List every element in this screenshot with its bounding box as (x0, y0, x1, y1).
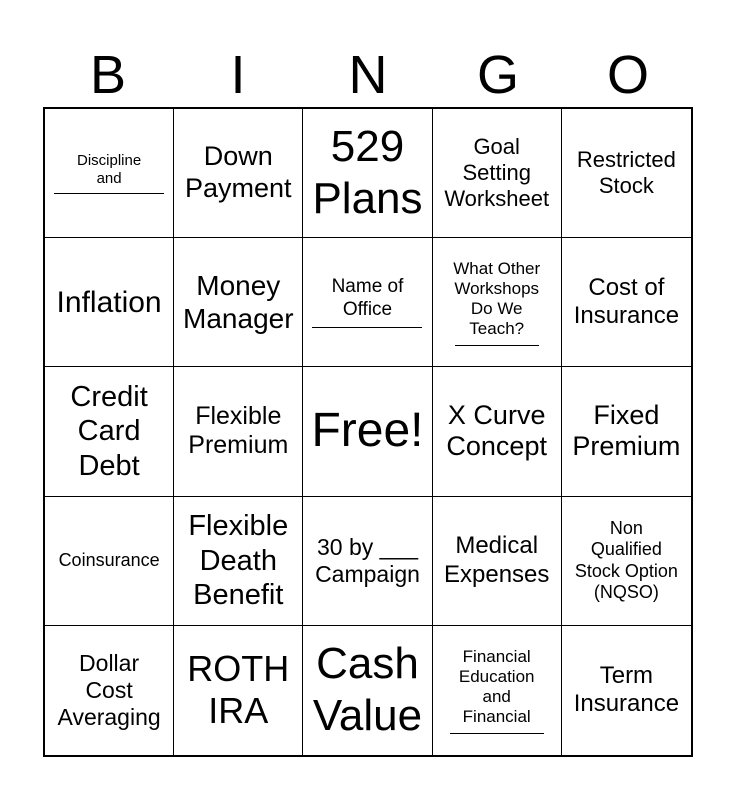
bingo-cell-label: What Other Workshops Do We Teach? (453, 258, 541, 338)
header-letter-i: I (230, 45, 246, 105)
fill-in-blank-line (455, 345, 539, 346)
bingo-cell-label: Flexible Death Benefit (188, 510, 289, 611)
header-letter-b: B (89, 45, 127, 105)
bingo-cell-label: Term Insurance (573, 662, 680, 718)
bingo-cell-label: Medical Expenses (443, 532, 550, 588)
bingo-cell-label: Dollar Cost Averaging (57, 649, 161, 730)
bingo-cell[interactable] (562, 497, 691, 626)
bingo-cell[interactable] (562, 626, 691, 755)
bingo-cell-label: Cost of Insurance (573, 273, 680, 330)
bingo-cell[interactable] (174, 109, 303, 238)
bingo-cell[interactable] (562, 367, 691, 496)
bingo-header (43, 45, 693, 105)
bingo-board (43, 107, 693, 757)
bingo-cell[interactable] (303, 626, 432, 755)
bingo-cell-label: Inflation (56, 285, 162, 319)
header-letter-n: N (348, 45, 388, 105)
bingo-cell-label: Money Manager (183, 270, 294, 335)
bingo-cell[interactable] (45, 238, 174, 367)
fill-in-blank-line (54, 193, 164, 194)
fill-in-blank-line (450, 733, 544, 734)
bingo-cell[interactable] (303, 497, 432, 626)
bingo-cell[interactable] (45, 109, 174, 238)
header-letter-g: G (476, 45, 519, 105)
header-letter-o: O (606, 45, 649, 105)
bingo-cell[interactable] (562, 109, 691, 238)
bingo-cell[interactable] (174, 367, 303, 496)
bingo-cell[interactable] (303, 109, 432, 238)
bingo-cell-label: Non Qualified Stock Option (NQSO) (574, 518, 678, 602)
bingo-cell-label: Name of Office (331, 276, 404, 320)
bingo-cell-label: ROTH IRA (187, 647, 290, 732)
bingo-cell[interactable] (433, 238, 562, 367)
bingo-cell[interactable] (174, 626, 303, 755)
bingo-cell[interactable] (303, 238, 432, 367)
bingo-cell[interactable] (174, 238, 303, 367)
bingo-cell-label: Discipline and (76, 151, 142, 187)
bingo-cell-label: Coinsurance (58, 550, 160, 571)
bingo-cell-label: Down Payment (185, 141, 292, 204)
bingo-cell[interactable] (562, 238, 691, 367)
bingo-cell[interactable] (45, 626, 174, 755)
bingo-cell-label: X Curve Concept (446, 399, 547, 462)
fill-in-blank-line (312, 327, 422, 328)
bingo-cell-label: Flexible Premium (188, 401, 289, 460)
bingo-cell-label: Restricted Stock (576, 147, 676, 199)
bingo-cell-label: Financial Education and Financial (458, 646, 535, 726)
bingo-cell-label: Goal Setting Worksheet (444, 134, 550, 212)
bingo-cell-label: Credit Card Debt (70, 381, 148, 482)
bingo-cell-label: Cash Value (312, 639, 423, 741)
bingo-cell[interactable] (433, 367, 562, 496)
bingo-cell-label: Fixed Premium (572, 399, 681, 462)
bingo-cell[interactable] (433, 626, 562, 755)
bingo-cell[interactable] (303, 367, 432, 496)
bingo-cell-label: 529 Plans (312, 122, 423, 224)
bingo-cell[interactable] (174, 497, 303, 626)
bingo-cell[interactable] (45, 497, 174, 626)
bingo-cell-label: Free! (311, 404, 424, 458)
bingo-cell[interactable] (433, 497, 562, 626)
bingo-cell[interactable] (45, 367, 174, 496)
bingo-cell-label: 30 by ___ Campaign (315, 533, 420, 587)
bingo-cell[interactable] (433, 109, 562, 238)
